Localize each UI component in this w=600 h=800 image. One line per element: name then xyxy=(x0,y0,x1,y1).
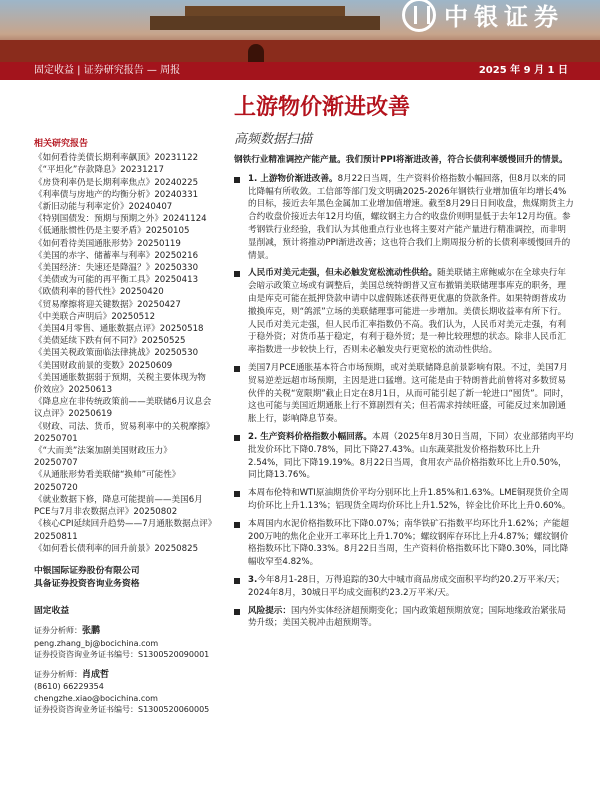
related-report-item[interactable]: 《房贷利率仍是长期利率焦点》20240225 xyxy=(34,177,199,188)
analyst-block xyxy=(34,625,214,661)
company-name: 中银国际证券股份有限公司 xyxy=(34,565,140,576)
sidebar xyxy=(34,138,214,716)
related-report-item[interactable]: 《欧债利率的替代性》20250420 xyxy=(34,287,164,298)
bullet-square-icon xyxy=(234,578,240,584)
palace-gate xyxy=(248,44,264,62)
related-report-item[interactable]: 《美国财政前景的变数》20250609 xyxy=(34,360,173,371)
summary-section xyxy=(234,173,574,263)
section-title: 3. xyxy=(248,574,258,585)
related-report-item[interactable]: 《美国关税政策面临法律挑战》20250530 xyxy=(34,348,199,359)
bullet-square-icon xyxy=(234,435,240,441)
related-report-item[interactable]: 《美债或为可能的再平衡工具》20250413 xyxy=(34,275,199,286)
bullet-square-icon xyxy=(234,609,240,615)
bullet-square-icon xyxy=(234,522,240,528)
related-report-item[interactable]: 《利率债与房地产的均衡分析》20240331 xyxy=(34,189,199,200)
related-report-item[interactable]: 《贸易摩擦将迎关键数据》20250427 xyxy=(34,299,181,310)
related-report-item[interactable]: 《新旧动能与利率定价》20240407 xyxy=(34,202,173,213)
boc-logo-icon xyxy=(402,0,436,32)
section-body: 随美联储主席鲍威尔在全球央行年会暗示政策立场或有调整后，美国总统特朗普又宣布撤销美联储理事库克的职务，理由是库克可能在抵押贷款申请中以虚假陈述获得更优惠的贷款条件。如果特朗普成功撤换库克，则“鸽派”立场的美联储理事可能进一步增加。美债长期收益率有所下行。人民币对美元走强，但人民币汇率指数仍不高。我们认为，人民币对美元走强，有利于稳外资；对货币基于稳定，有利于稳外贸；是一种比较理想的状态。除非人民币汇率指数进一步较快上行，否则未必触发央行更宽松的流动性供给。 xyxy=(248,268,567,356)
related-report-item[interactable]: 《如何看待美债长期利率飙顶》20231122 xyxy=(34,153,199,164)
company-license: 具备证券投资咨询业务资格 xyxy=(34,578,140,589)
analyst-name: 肖成哲 xyxy=(82,669,110,680)
related-report-item[interactable]: 《特别国债发：预期与预期之外》20241124 xyxy=(34,214,207,225)
palace-roof xyxy=(150,16,380,30)
summary-section xyxy=(234,574,574,600)
related-report-item[interactable]: 《降息应在非传统政策前——美联储6月议息会议点评》20250619 xyxy=(34,397,212,420)
section-body: 国内外实体经济超预期变化；国内政策超预期放宽；国际地缘政治紧张局势升级；美国关税冲击超预期等。 xyxy=(248,605,566,629)
related-report-item[interactable]: 《低通胀惯性仍是主要矛盾》20250105 xyxy=(34,226,190,237)
main-content xyxy=(234,154,574,635)
section-body: 8月22日当周，生产资料价格指数小幅回落，但8月以来的同比降幅有所收敛。工信部等部门发文明确2025-2026年钢铁行业增加值年均增长4%的目标，接近去年黑色金属加工业增加值增速。截至8月29日日间收盘，焦煤期货主力合约收盘价接近去年12月均值，螺纹钢主力合约收盘价则明显低于去年12月均值。参考钢铁行业经验，我们认为其他重点行业也将主要对产能产量进行精准调控，而非明显削减，预计将推动PPI渐进改善；这也符合我们上期周报分析的长债利率缓慢回升的情景。 xyxy=(248,173,574,261)
report-category: 固定收益 | 证券研究报告 — 周报 xyxy=(34,65,181,76)
section-title: 风险提示： xyxy=(248,605,291,616)
report-date: 2025 年 9 月 1 日 xyxy=(478,65,568,76)
related-report-item[interactable]: 《财政、司法、货币，贸易利率中的关税摩擦》20250701 xyxy=(34,421,211,444)
related-report-item[interactable]: 《美国经济：失速还是降温？》20250330 xyxy=(34,263,199,274)
palace-wall xyxy=(0,40,600,62)
analyst-cert: 证券投资咨询业务证书编号：S1300520090001 xyxy=(34,650,210,660)
analyst-email[interactable]: peng.zhang_bj@bocichina.com xyxy=(34,638,159,648)
related-report-item[interactable]: 《美国通胀数据弱于预期，关税主要体现为物价效应》20250613 xyxy=(34,372,206,396)
related-report-item[interactable]: 《核心CPI延续回升趋势——7月通胀数据点评》20250811 xyxy=(34,519,213,542)
analyst-block xyxy=(34,669,214,716)
summary-section xyxy=(234,362,574,426)
report-category-bar xyxy=(0,62,600,80)
analyst-email[interactable]: chengzhe.xiao@bocichina.com xyxy=(34,693,158,703)
summary-section xyxy=(234,487,574,513)
summary-sections xyxy=(234,173,574,630)
analyst-cert: 证券投资咨询业务证书编号：S1300520060005 xyxy=(34,705,210,715)
bullet-square-icon xyxy=(234,491,240,497)
header-banner xyxy=(0,0,600,62)
report-title: 上游物价渐进改善 xyxy=(234,94,411,120)
analyst-role: 证券分析师： xyxy=(34,669,82,679)
related-report-item[interactable]: 《“平坦化”存款降息》20231217 xyxy=(34,165,164,176)
report-subtitle: 高频数据扫描 xyxy=(234,132,313,147)
bullet-square-icon xyxy=(234,366,240,372)
related-report-item[interactable]: 《美国的赤字、储蓄率与利率》20250216 xyxy=(34,250,199,261)
related-report-item[interactable]: 《从通胀形势看美联储“换帅”可能性》20250720 xyxy=(34,470,181,493)
related-report-item[interactable]: 《如何看长债利率的回升前景》20250825 xyxy=(34,543,199,554)
summary-section xyxy=(234,518,574,569)
related-reports-list xyxy=(34,152,214,555)
logo-text: 中银证券 xyxy=(444,2,564,31)
related-report-item[interactable]: 《中美联合声明后》20250512 xyxy=(34,311,156,322)
summary-section xyxy=(234,605,574,631)
company-logo xyxy=(402,0,564,32)
related-report-item[interactable]: 《美国4月零售、通胀数据点评》20250518 xyxy=(34,324,204,335)
analyst-name: 张鹏 xyxy=(82,626,101,637)
related-reports-heading: 相关研究报告 xyxy=(34,139,89,149)
section-body: 美国7月PCE通胀基本符合市场预期，或对美联储降息前景影响有限。不过，美国7月贸易逆差远超市场预期，主因是进口猛增。这可能是由于特朗普此前曾将对多数贸易伙伴的关税“宽限期”截止日定在8月1日，从而可能引起了新一轮进口“囤货”。同时，这也可能与美国近期通胀上行不算剧烈有关；但若需求持续旺盛，可能反过来加剧通胀上行，影响降息节奏。 xyxy=(248,362,569,425)
section-title: 1. 上游物价渐进改善。 xyxy=(248,173,338,184)
section-body: 今年8月1-28日，万得追踪的30大中城市商品房成交面积平均约20.2万平米/天；2024年8月，30城日平均成交面积约23.2万平米/天。 xyxy=(248,574,565,598)
section-title: 2. 生产资料价格指数小幅回落。 xyxy=(248,431,372,442)
analyst-phone: (8610) 66229354 xyxy=(34,682,104,692)
summary-section xyxy=(234,431,574,482)
related-report-item[interactable]: 《美债延续下跌有何不同?》20250525 xyxy=(34,336,186,347)
related-report-item[interactable]: 《“大而美”法案加剧美国财政压力》20250707 xyxy=(34,446,172,469)
section-title: 人民币对美元走强，但未必触发宽松流动性供给。 xyxy=(248,268,438,279)
related-report-item[interactable]: 《如何看待美国通胀形势》20250119 xyxy=(34,238,181,249)
bullet-square-icon xyxy=(234,271,240,277)
section-body: 本周布伦特和WTI原油期货价平均分别环比上升1.85%和1.63%。LME铜现货价全周均价环比上升1.13%；铝现货全周均价环比上升1.52%，锌金比价环比上升0.60%。 xyxy=(248,488,571,511)
section-body: 本周国内水泥价格指数环比下降0.07%；南华铁矿石指数平均环比升1.62%；产能超200万吨的焦化企业开工率环比上升1.70%；螺纹钢库存环比上升4.87%；螺纹钢价格指数环比下降0.33%。8月22日当周，生产资料价格指数环比下降0.30%，同比降幅收窄至4.82%。 xyxy=(248,518,570,568)
bullet-square-icon xyxy=(234,177,240,183)
analyst-role: 证券分析师： xyxy=(34,626,82,636)
lead-paragraph: 钢铁行业精准调控产能产量。我们预计PPI将渐进改善，符合长债利率缓慢回升的情景。 xyxy=(234,155,568,165)
summary-section xyxy=(234,267,574,357)
company-info xyxy=(34,565,214,591)
related-report-item[interactable]: 《就业数据下修，降息可能提前——美国6月PCE与7月非农数据点评》20250802 xyxy=(34,494,203,518)
section-body: 本周（2025年8月30日当周，下同）农业部猪肉平均批发价环比下降0.78%，同比下降27.43%。山东蔬菜批发价格指数环比上升2.54%，同比下降19.19%。8月22日当周，食用农产品价格指数环比上升0.50%，同比降13.76%。 xyxy=(248,431,574,481)
industry-label: 固定收益 xyxy=(34,605,70,616)
